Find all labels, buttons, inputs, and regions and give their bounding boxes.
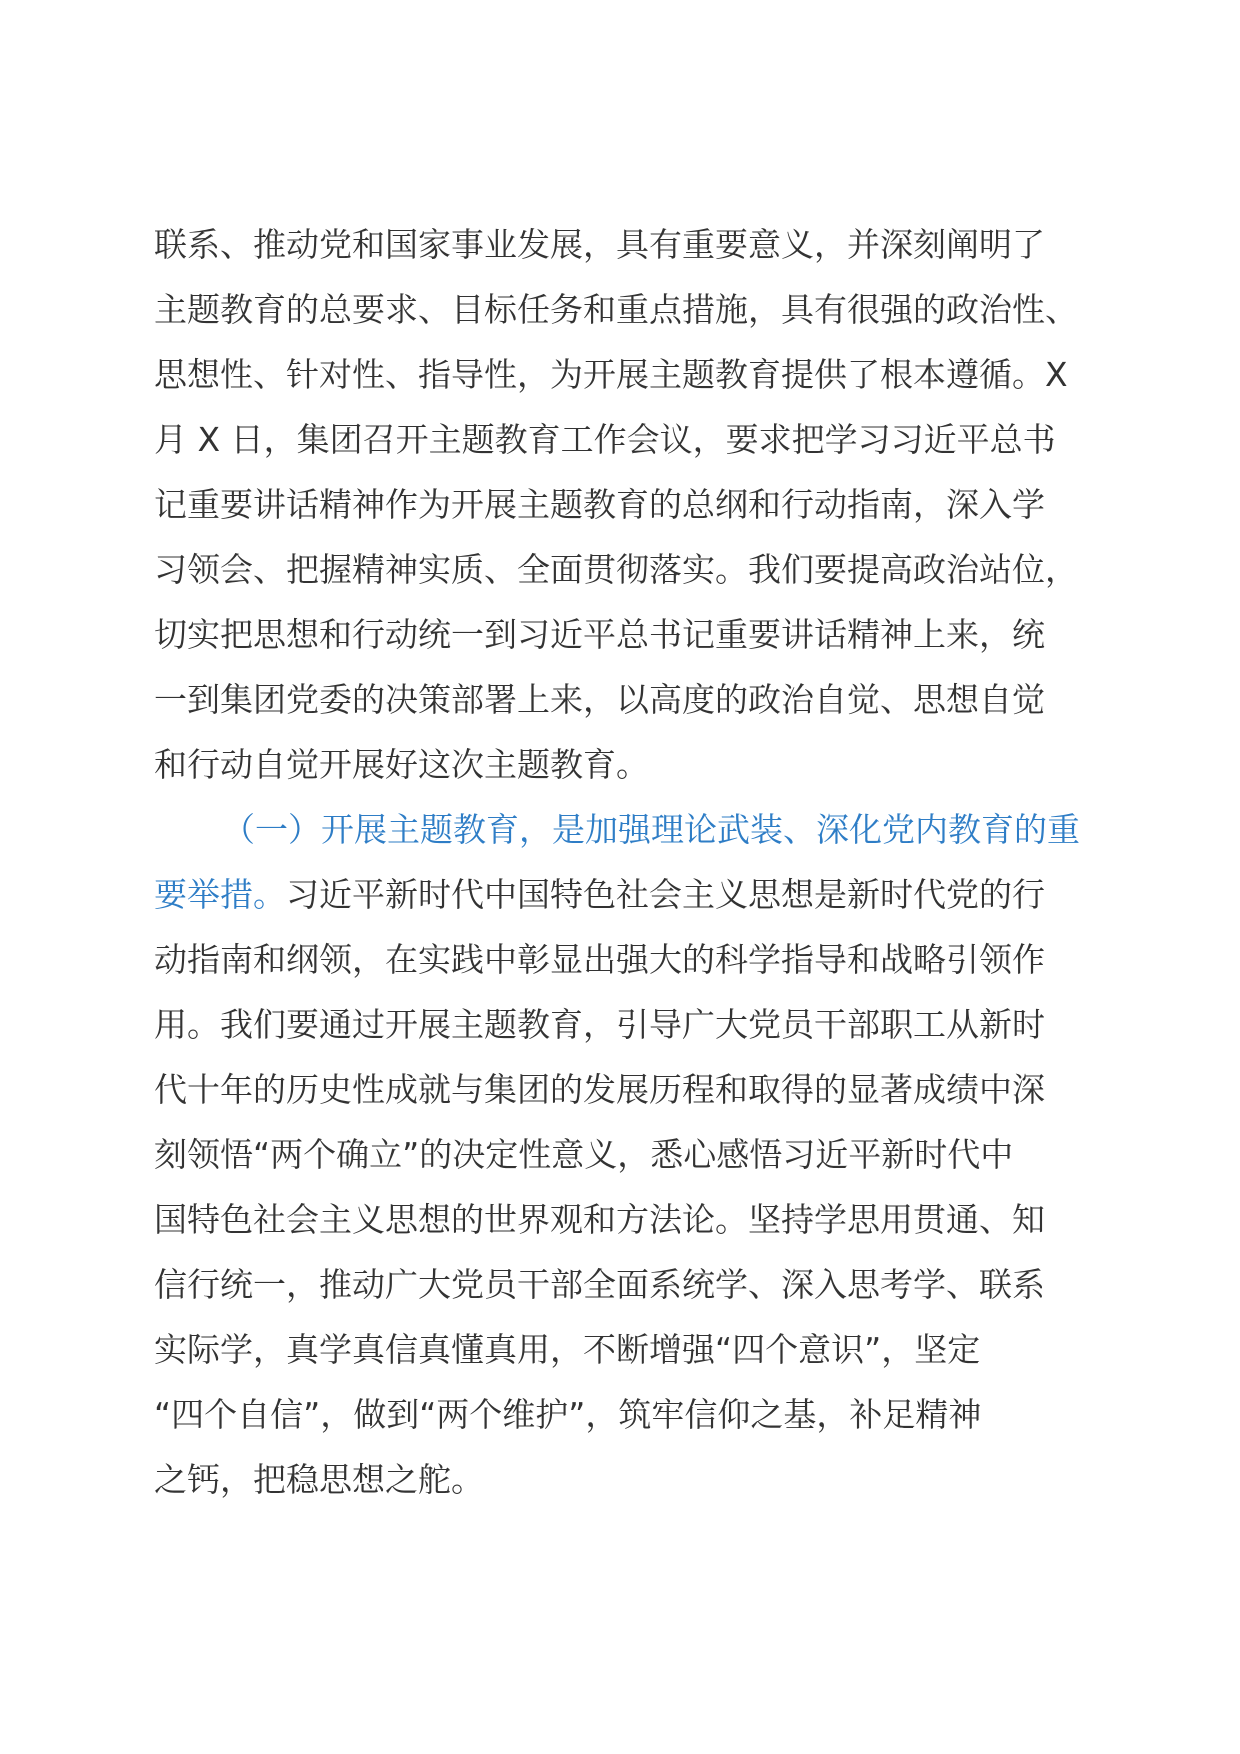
document-body — [154, 212, 1099, 1512]
paragraph-1 — [154, 212, 1099, 797]
paragraph-line: 刻领悟“两个确立”的决定性意义，悉心感悟习近平新时代中 — [154, 1135, 1014, 1174]
paragraph-line: 思想性、针对性、指导性，为开展主题教育提供了根本遵循。X — [154, 355, 1068, 394]
paragraph-line: 代十年的历史性成就与集团的发展历程和取得的显著成绩中深 — [154, 1070, 1045, 1109]
section-heading-end: 要举措。 — [154, 875, 286, 914]
paragraph-line — [154, 862, 1099, 927]
paragraph-line: 一到集团党委的决策部署上来，以高度的政治自觉、思想自觉 — [154, 680, 1045, 719]
paragraph-line: “四个自信”，做到“两个维护”，筑牢信仰之基，补足精神 — [154, 1395, 982, 1434]
paragraph-line: 实际学，真学真信真懂真用，不断增强“四个意识”，坚定 — [154, 1330, 981, 1369]
paragraph-line: 习领会、把握精神实质、全面贯彻落实。我们要提高政治站位， — [154, 550, 1078, 589]
paragraph-line: 联系、推动党和国家事业发展，具有重要意义，并深刻阐明了 — [154, 225, 1045, 264]
paragraph-line: 之钙，把稳思想之舵。 — [154, 1460, 484, 1499]
paragraph-line: 月 X 日，集团召开主题教育工作会议，要求把学习习近平总书 — [154, 420, 1056, 459]
paragraph-line: 记重要讲话精神作为开展主题教育的总纲和行动指南，深入学 — [154, 485, 1045, 524]
paragraph-line: 切实把思想和行动统一到习近平总书记重要讲话精神上来，统 — [154, 615, 1045, 654]
paragraph-2 — [154, 797, 1099, 1512]
paragraph-line: 信行统一，推动广大党员干部全面系统学、深入思考学、联系 — [154, 1265, 1045, 1304]
section-heading: （一）开展主题教育，是加强理论武装、深化党内教育的重 — [222, 810, 1080, 849]
paragraph-line: 主题教育的总要求、目标任务和重点措施，具有很强的政治性、 — [154, 290, 1078, 329]
paragraph-text: 习近平新时代中国特色社会主义思想是新时代党的行 — [286, 875, 1045, 914]
paragraph-line: 国特色社会主义思想的世界观和方法论。坚持学思用贯通、知 — [154, 1200, 1045, 1239]
paragraph-line: 和行动自觉开展好这次主题教育。 — [154, 745, 649, 784]
paragraph-line: 动指南和纲领，在实践中彰显出强大的科学指导和战略引领作 — [154, 940, 1045, 979]
paragraph-line: 用。我们要通过开展主题教育，引导广大党员干部职工从新时 — [154, 1005, 1045, 1044]
